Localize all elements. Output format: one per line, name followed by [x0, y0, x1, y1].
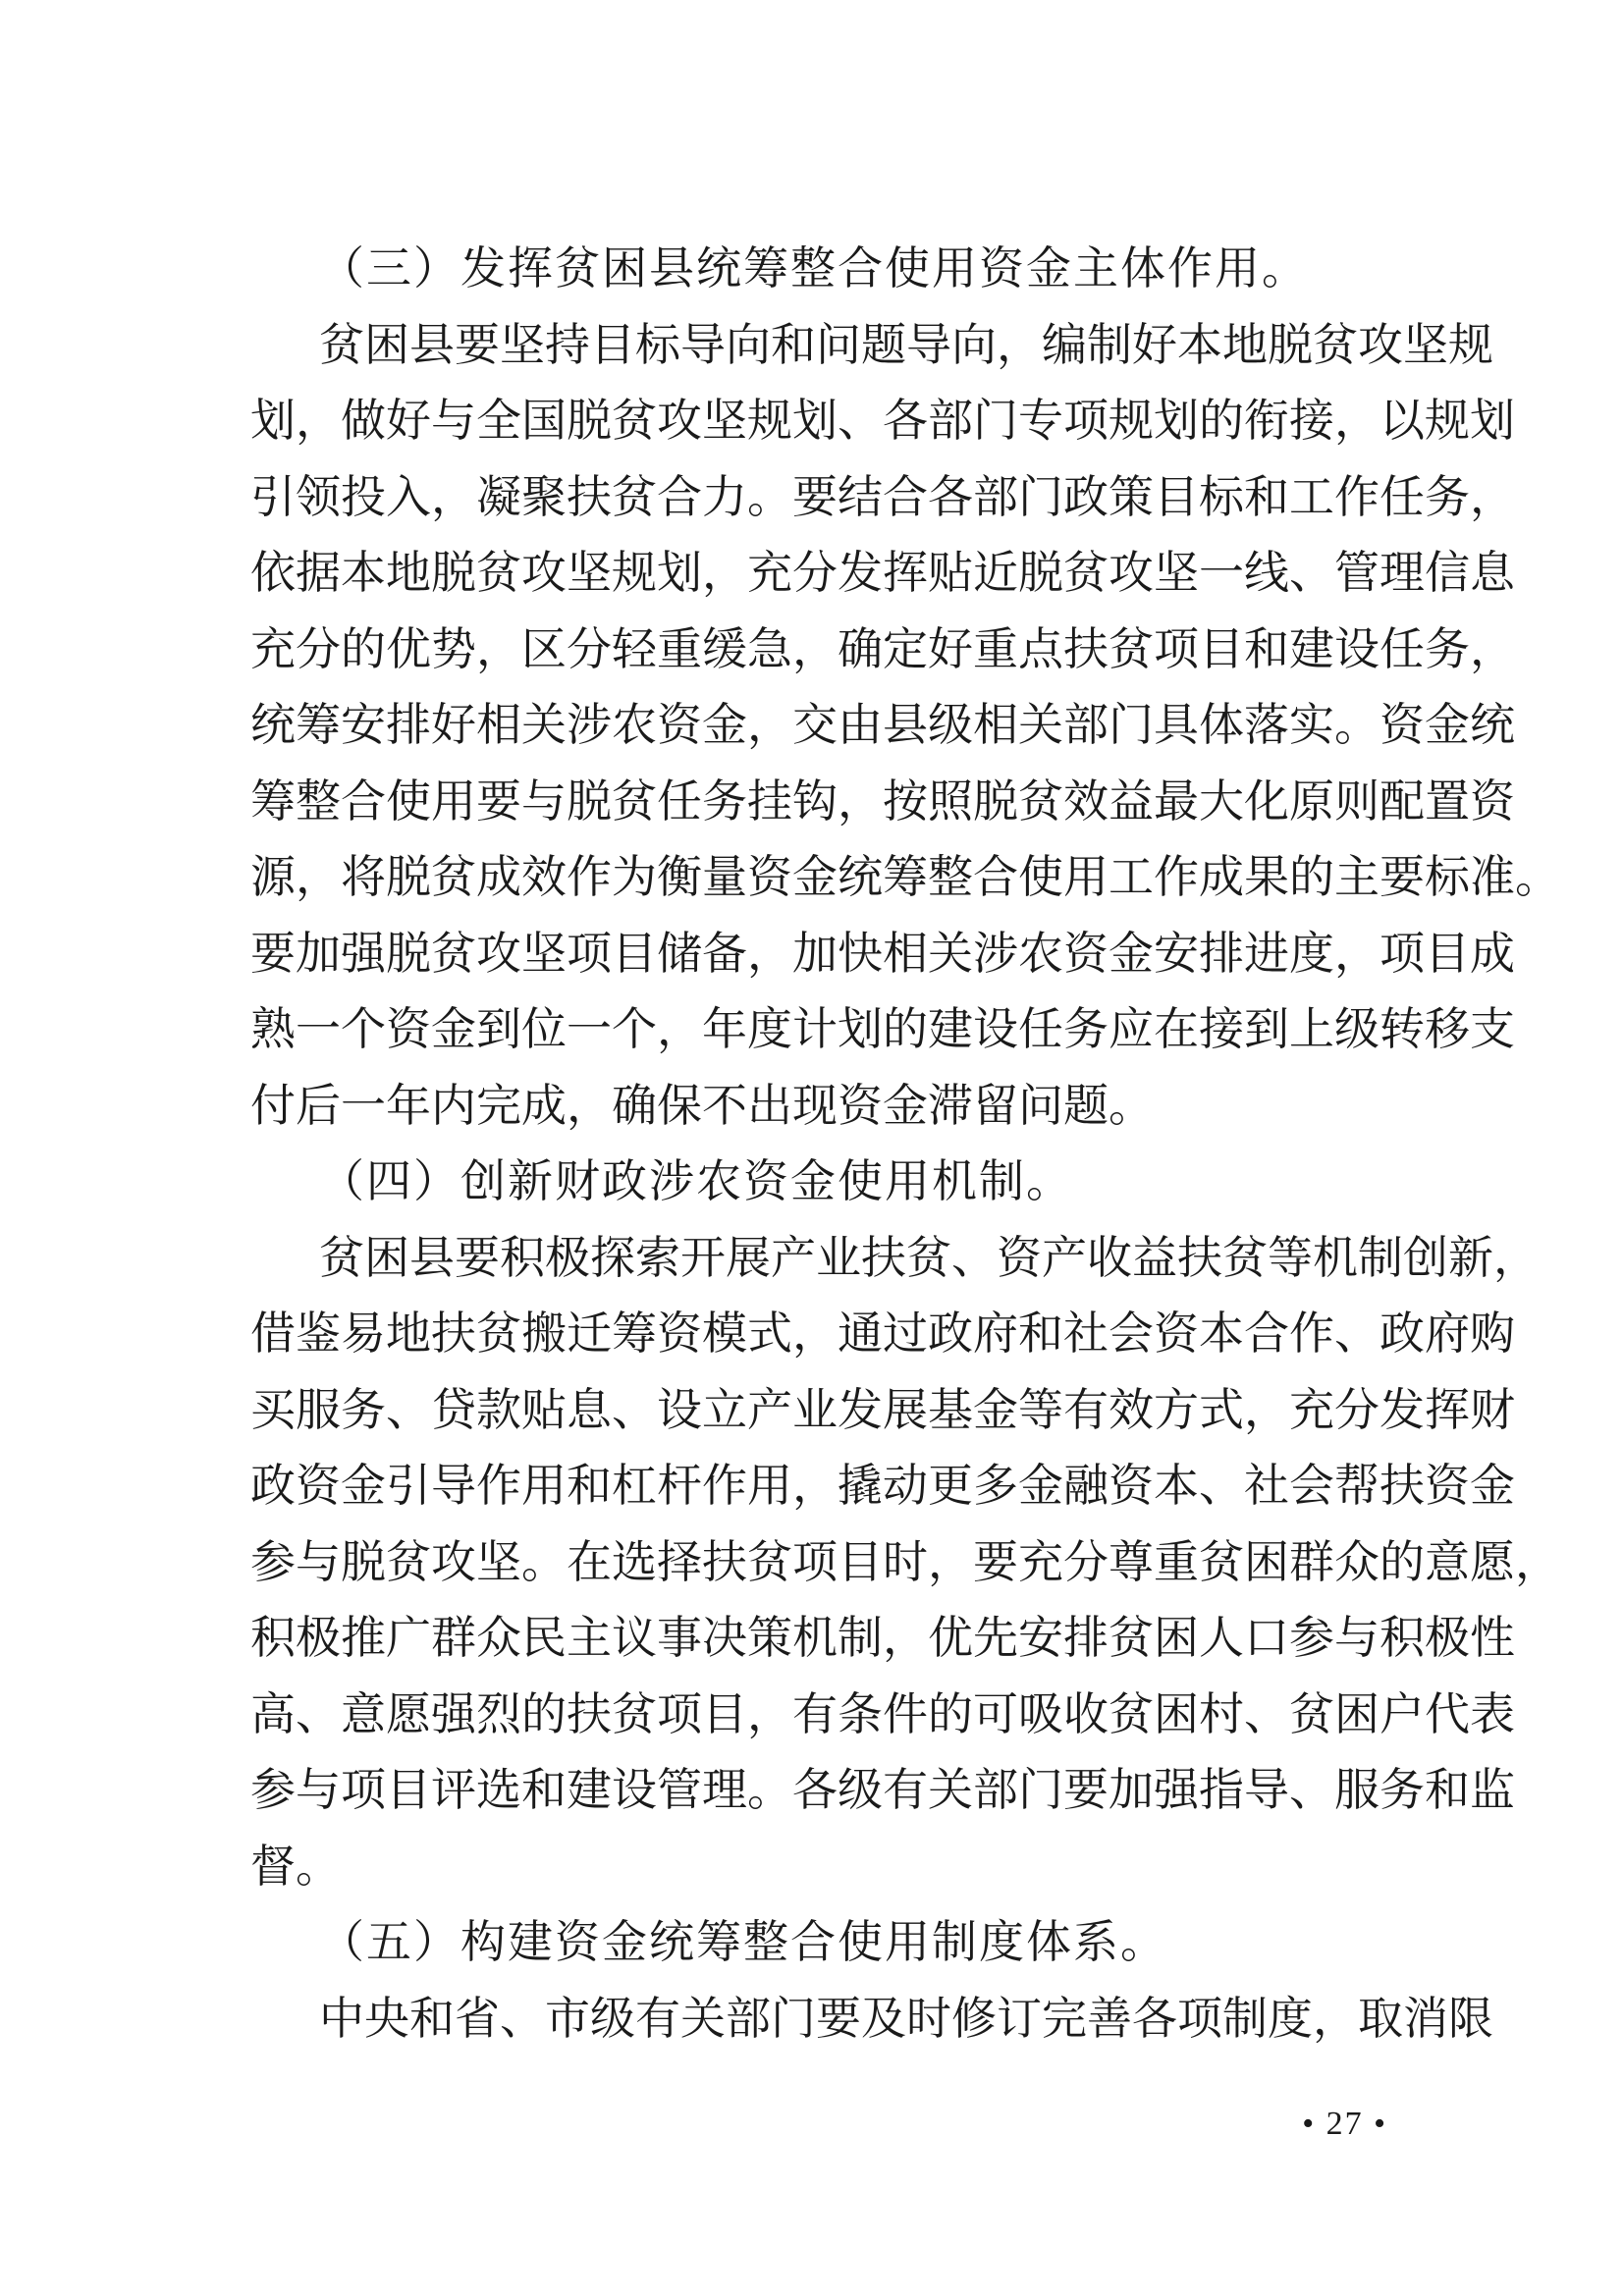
paragraph-line: 划，做好与全国脱贫攻坚规划、各部门专项规划的衔接，以规划	[250, 394, 1515, 447]
paragraph-line: 依据本地脱贫攻坚规划，充分发挥贴近脱贫攻坚一线、管理信息	[250, 546, 1515, 599]
paragraph-last-line: 督。	[250, 1839, 341, 1893]
paragraph-line: 源，将脱贫成效作为衡量资金统筹整合使用工作成果的主要标准。	[250, 850, 1560, 903]
paragraph-line: 充分的优势，区分轻重缓急，确定好重点扶贫项目和建设任务，	[250, 621, 1515, 675]
paragraph-first-line: 贫困县要积极探索开展产业扶贫、资产收益扶贫等机制创新，	[319, 1230, 1539, 1284]
paragraph-line: 买服务、贷款贴息、设立产业发展基金等有效方式，充分发挥财	[250, 1382, 1515, 1436]
section-heading: （五）构建资金统筹整合使用制度体系。	[319, 1915, 1167, 1968]
paragraph-line: 政资金引导作用和杠杆作用，撬动更多金融资本、社会帮扶资金	[250, 1459, 1515, 1512]
paragraph-line: 参与脱贫攻坚。在选择扶贫项目时，要充分尊重贫困群众的意愿，	[250, 1534, 1560, 1588]
paragraph-line: 高、意愿强烈的扶贫项目，有条件的可吸收贫困村、贫困户代表	[250, 1686, 1515, 1740]
paragraph-line: 筹整合使用要与脱贫任务挂钩，按照脱贫效益最大化原则配置资	[250, 774, 1515, 828]
paragraph-line: 要加强脱贫攻坚项目储备，加快相关涉农资金安排进度，项目成	[250, 926, 1515, 980]
paragraph-last-line: 付后一年内完成，确保不出现资金滞留问题。	[250, 1078, 1154, 1132]
page-number: • 27 •	[1302, 2106, 1387, 2142]
paragraph-line: 借鉴易地扶贫搬迁筹资模式，通过政府和社会资本合作、政府购	[250, 1307, 1515, 1360]
paragraph-line: 引领投入，凝聚扶贫合力。要结合各部门政策目标和工作任务，	[250, 469, 1515, 523]
paragraph-line: 熟一个资金到位一个，年度计划的建设任务应在接到上级转移支	[250, 1002, 1515, 1055]
section-heading: （三）发挥贫困县统筹整合使用资金主体作用。	[319, 241, 1309, 294]
paragraph-line: 参与项目评选和建设管理。各级有关部门要加强指导、服务和监	[250, 1763, 1515, 1816]
section-heading: （四）创新财政涉农资金使用机制。	[319, 1154, 1073, 1207]
paragraph-first-line: 中央和省、市级有关部门要及时修订完善各项制度，取消限	[319, 1991, 1493, 2045]
paragraph-first-line: 贫困县要坚持目标导向和问题导向，编制好本地脱贫攻坚规	[319, 317, 1493, 371]
paragraph-line: 统筹安排好相关涉农资金，交由县级相关部门具体落实。资金统	[250, 698, 1515, 751]
paragraph-line: 积极推广群众民主议事决策机制，优先安排贫困人口参与积极性	[250, 1611, 1515, 1664]
document-body	[250, 231, 1560, 2056]
